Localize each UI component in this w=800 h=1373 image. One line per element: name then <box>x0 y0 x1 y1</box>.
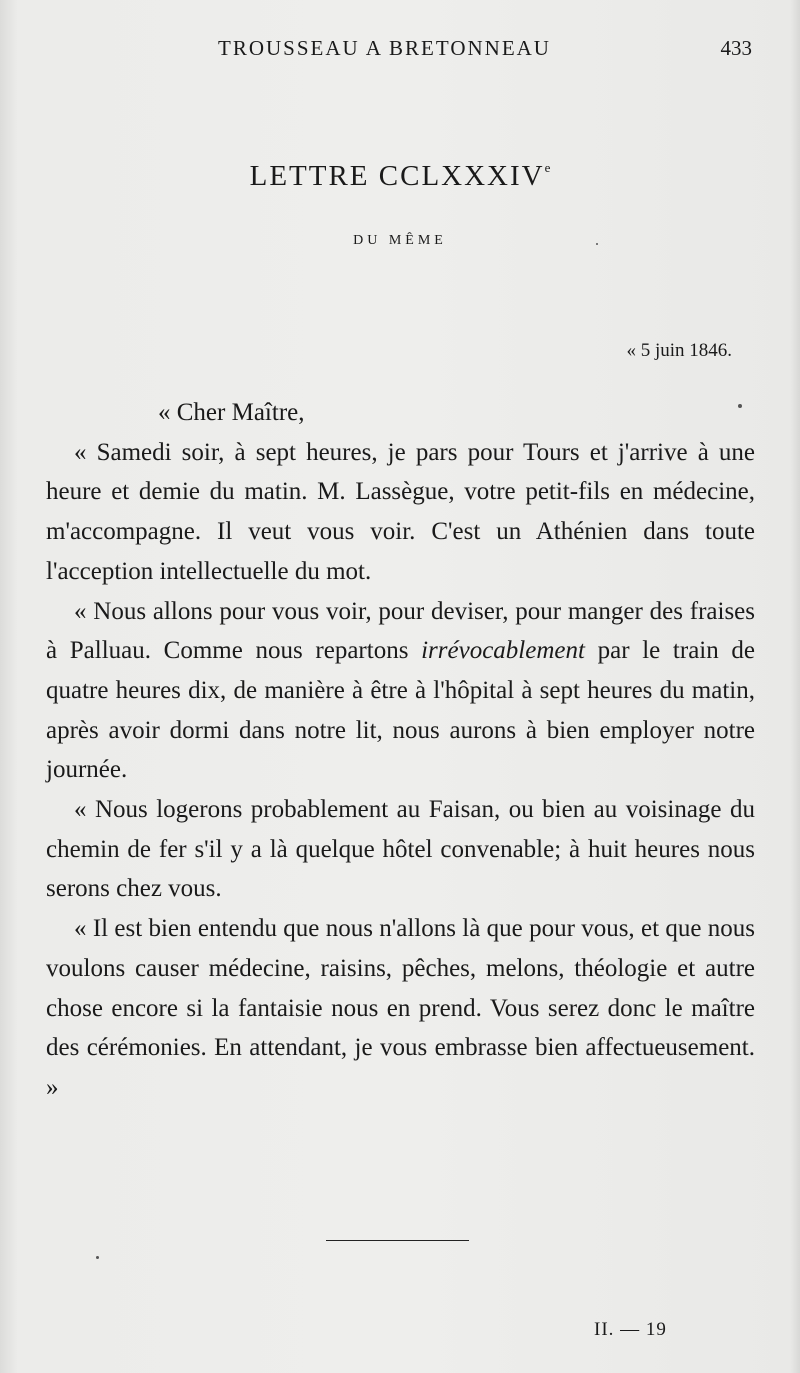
letter-date: « 5 juin 1846. <box>626 340 732 361</box>
letter-body <box>46 393 755 1108</box>
letter-title-superscript: e <box>544 160 551 175</box>
letter-subtitle: DU MÊME <box>353 233 447 248</box>
footnote-rule <box>326 1240 469 1241</box>
paragraph-2-emphasis: irrévocablement <box>421 637 585 665</box>
running-head <box>0 36 800 66</box>
paragraph-2 <box>46 592 755 791</box>
page-number: 433 <box>720 36 752 60</box>
ink-speck <box>596 243 598 245</box>
paragraph-2-part-1: « Nous allons pour vous voir, pour deviser, pour manger des fraises à Palluau. Comme nous repartons <box>46 597 755 665</box>
letter-title-text: LETTRE CCLXXXIV <box>249 160 545 192</box>
letter-title <box>0 160 800 193</box>
salutation: « Cher Maître, <box>158 399 305 426</box>
running-title: TROUSSEAU A BRETONNEAU <box>218 36 551 60</box>
paragraph-2-part-2: par le train de quatre heures dix, de manière à être à l'hôpital à sept heures du matin, après avoir dormi dans notre lit, nous aurons à bien employer notre journée. <box>46 637 756 784</box>
ink-speck <box>96 1256 99 1259</box>
paragraph-3: « Nous logerons probablement au Faisan, ou bien au voisinage du chemin de fer s'il y a là quelque hôtel convenable; à huit heures nous serons chez vous. <box>46 796 755 903</box>
paragraph-4: « Il est bien entendu que nous n'allons là que pour vous, et que nous voulons causer médecine, raisins, pêches, melons, théologie et autre chose encore si la fantaisie nous en prend. Vous serez donc le maître des cérémonies. En attendant, je vous embrasse bien affectueusement. » <box>46 915 755 1101</box>
signature-mark: II. — 19 <box>594 1319 667 1340</box>
paragraph-1: « Samedi soir, à sept heures, je pars pour Tours et j'arrive à une heure et demie du matin. M. Lassègue, votre petit-fils en médecine, m'accompagne. Il veut vous voir. C'est un Athénien dans toute l'acception intellectuelle du mot. <box>46 438 755 585</box>
ink-speck <box>738 404 742 408</box>
